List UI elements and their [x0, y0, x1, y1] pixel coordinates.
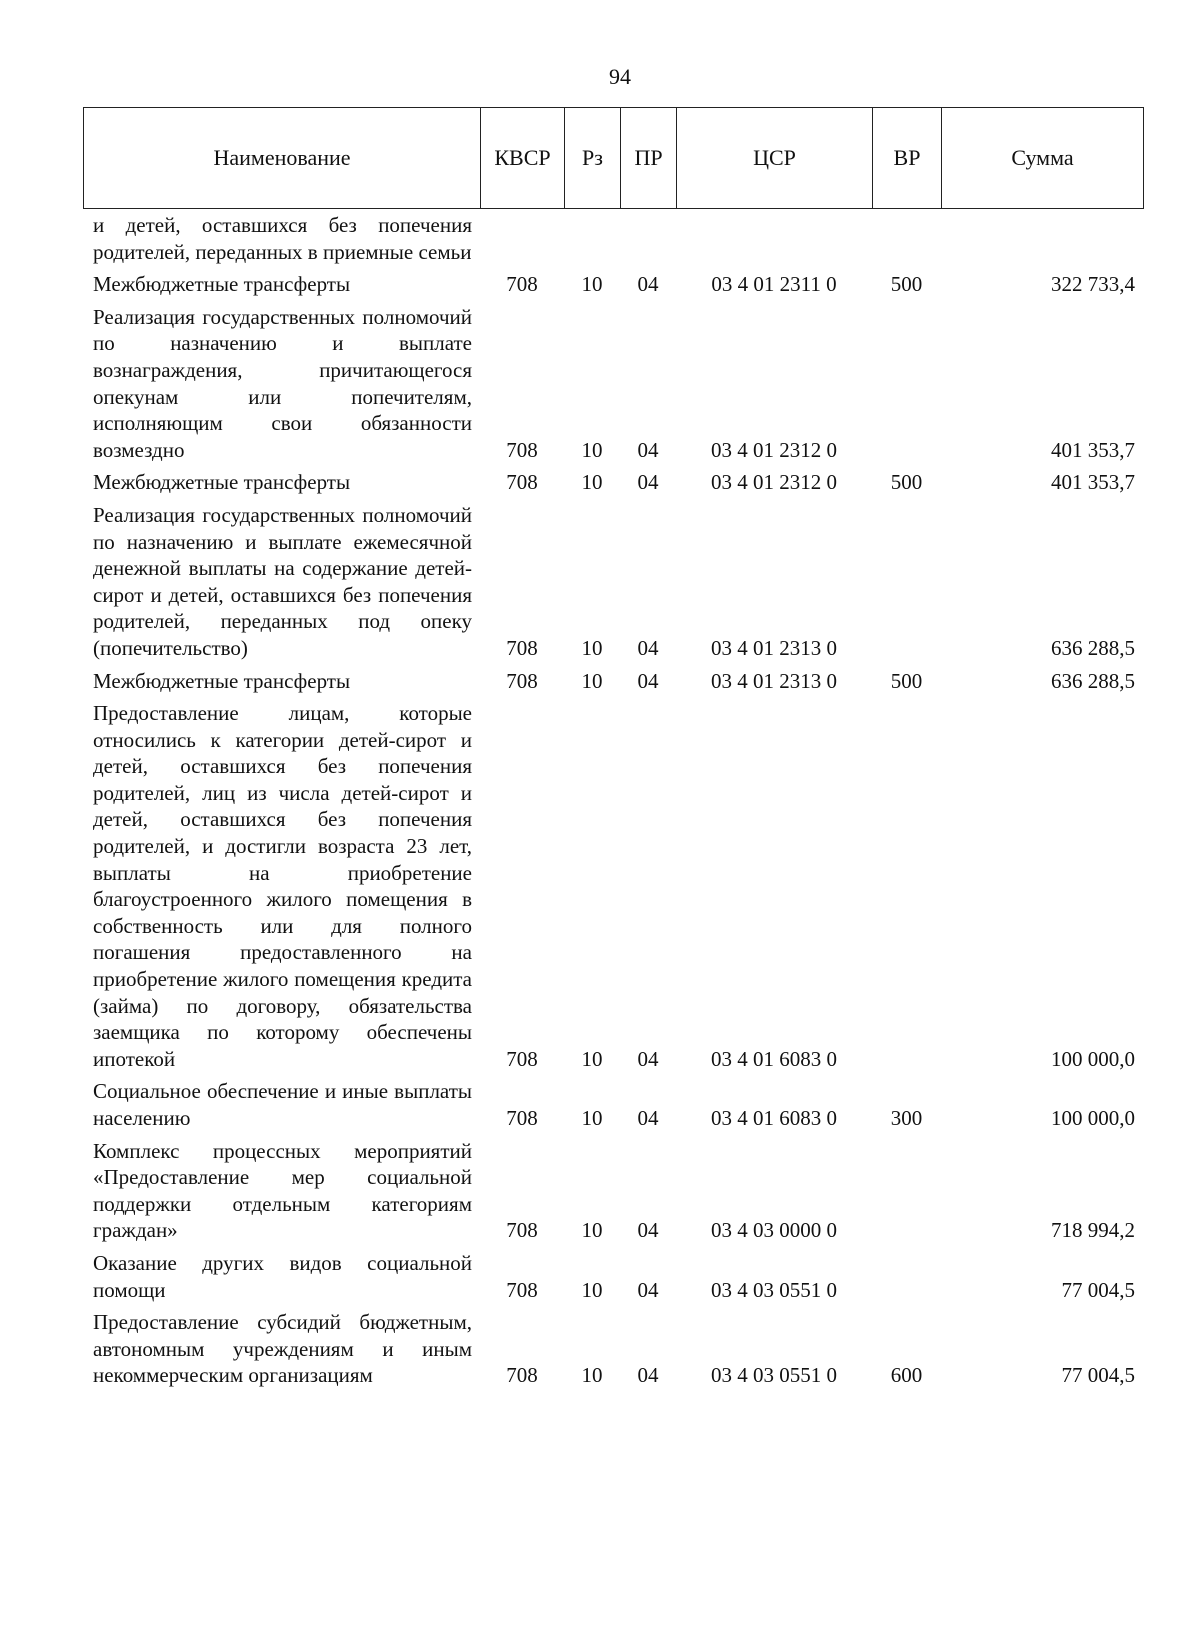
- cell-pr: 04: [637, 272, 659, 297]
- table-row: [83, 662, 1143, 695]
- cell-sum: 100 000,0: [1051, 1046, 1135, 1071]
- cell-name: Межбюджетные трансферты: [93, 470, 351, 495]
- cell-sum: 636 288,5: [1051, 635, 1135, 660]
- cell-sum: [941, 212, 1143, 265]
- cell-csr: 03 4 03 0551 0: [711, 1277, 837, 1302]
- cell-vr: 300: [890, 1106, 923, 1130]
- cell-csr: 03 4 03 0000 0: [711, 1218, 837, 1243]
- cell-rz: 10: [581, 1277, 603, 1302]
- cell-csr: 03 4 01 2313 0: [711, 635, 837, 660]
- cell-name: Социальное обеспечение и иные выплаты населению: [93, 1079, 472, 1130]
- cell-name: Предоставление субсидий бюджетным, автономным учреждениям и иным некоммерческим организациям: [93, 1310, 472, 1388]
- cell-rz: 10: [581, 635, 603, 660]
- cell-sum: 77 004,5: [1061, 1277, 1135, 1302]
- cell-pr: 04: [637, 470, 659, 495]
- cell-name: Комплекс процессных мероприятий «Предоставление мер социальной поддержки отдельным категориям граждан»: [93, 1138, 472, 1243]
- cell-pr: 04: [637, 635, 659, 660]
- cell-name: Реализация государственных полномочий по назначению и выплате вознаграждения, причитающегося опекунам или попечителям, исполняющим свои обязанности возмездно: [93, 304, 472, 462]
- cell-kvsr: 708: [506, 1277, 538, 1302]
- cell-pr: [620, 212, 676, 265]
- cell-kvsr: [480, 212, 564, 265]
- cell-csr: 03 4 01 2313 0: [711, 668, 837, 693]
- cell-pr: 04: [637, 1106, 659, 1130]
- cell-vr: 600: [890, 1363, 923, 1388]
- column-header-kvsr: КВСР: [481, 108, 565, 209]
- page-number: 94: [609, 64, 631, 89]
- cell-vr: 500: [890, 668, 923, 693]
- cell-rz: 10: [581, 272, 603, 297]
- column-header-pr: ПР: [621, 108, 677, 209]
- cell-csr: 03 4 01 6083 0: [711, 1046, 837, 1071]
- cell-pr: 04: [637, 437, 659, 462]
- cell-vr: 500: [890, 272, 923, 297]
- table-row: [83, 212, 1143, 265]
- cell-csr: [676, 212, 872, 265]
- cell-kvsr: 708: [506, 1106, 538, 1130]
- budget-table: [83, 212, 1143, 1389]
- cell-kvsr: 708: [506, 635, 538, 660]
- column-header-rz: Рз: [565, 108, 621, 209]
- table-row: [83, 1072, 1143, 1131]
- cell-rz: 10: [581, 470, 603, 495]
- column-header-vr: ВР: [873, 108, 942, 209]
- cell-sum: 100 000,0: [1051, 1106, 1135, 1130]
- cell-name: и детей, оставшихся без попечения родителей, переданных в приемные семьи: [93, 213, 472, 264]
- table-row: [83, 1303, 1143, 1389]
- cell-csr: 03 4 01 2312 0: [711, 470, 837, 495]
- cell-csr: 03 4 01 6083 0: [711, 1106, 837, 1130]
- cell-vr: [872, 212, 941, 265]
- cell-name: Межбюджетные трансферты: [93, 272, 351, 297]
- cell-rz: [564, 212, 620, 265]
- cell-kvsr: 708: [506, 437, 538, 462]
- cell-pr: 04: [637, 1277, 659, 1302]
- cell-rz: 10: [581, 1106, 603, 1130]
- cell-kvsr: 708: [506, 1218, 538, 1243]
- cell-sum: 636 288,5: [1051, 668, 1135, 693]
- table-body: [83, 212, 1143, 1389]
- cell-pr: 04: [637, 1046, 659, 1071]
- table-row: [83, 694, 1143, 1072]
- table-row: [83, 463, 1143, 496]
- cell-vr: [872, 694, 941, 1072]
- cell-sum: 401 353,7: [1051, 470, 1135, 495]
- cell-rz: 10: [581, 1218, 603, 1243]
- column-header-sum: Сумма: [942, 108, 1144, 209]
- cell-pr: 04: [637, 668, 659, 693]
- cell-sum: 322 733,4: [1051, 272, 1135, 297]
- table-row: [83, 1244, 1143, 1303]
- cell-csr: 03 4 01 2312 0: [711, 437, 837, 462]
- cell-kvsr: 708: [506, 470, 538, 495]
- cell-rz: 10: [581, 1363, 603, 1388]
- cell-rz: 10: [581, 668, 603, 693]
- cell-csr: 03 4 01 2311 0: [711, 272, 837, 297]
- cell-vr: [872, 496, 941, 662]
- cell-vr: [872, 1244, 941, 1303]
- table-row: [83, 265, 1143, 298]
- cell-csr: 03 4 03 0551 0: [711, 1363, 837, 1388]
- cell-rz: 10: [581, 1046, 603, 1071]
- cell-kvsr: 708: [506, 668, 538, 693]
- cell-name: Межбюджетные трансферты: [93, 668, 351, 693]
- cell-vr: [872, 1132, 941, 1244]
- table-row: [83, 496, 1143, 662]
- cell-sum: 718 994,2: [1051, 1218, 1135, 1243]
- cell-vr: [872, 298, 941, 464]
- cell-kvsr: 708: [506, 1046, 538, 1071]
- cell-kvsr: 708: [506, 1363, 538, 1388]
- table-row: [83, 1132, 1143, 1244]
- table-header: [83, 107, 1144, 209]
- cell-kvsr: 708: [506, 272, 538, 297]
- cell-name: Реализация государственных полномочий по назначению и выплате ежемесячной денежной выплаты на содержание детей-сирот и детей, оставшихся без попечения родителей, переданных под опеку (попечительство): [93, 502, 472, 660]
- column-header-csr: ЦСР: [677, 108, 873, 209]
- cell-rz: 10: [581, 437, 603, 462]
- cell-name: Предоставление лицам, которые относились к категории детей-сирот и детей, оставшихся без попечения родителей, лиц из числа детей-сирот и детей, оставшихся без попечения родителей, и достигли возраста 23 лет, выплаты на приобретение благоустроенного жилого помещения в собственность или для полного погашения предоставленного на приобретение жилого помещения кредита (займа) по договору, обязательства заемщика по которому обеспечены ипотекой: [93, 701, 472, 1071]
- cell-pr: 04: [637, 1218, 659, 1243]
- table-row: [83, 298, 1143, 464]
- column-header-name: Наименование: [84, 108, 481, 209]
- cell-name: Оказание других видов социальной помощи: [93, 1250, 472, 1302]
- cell-sum: 77 004,5: [1061, 1363, 1135, 1388]
- cell-vr: 500: [890, 470, 923, 495]
- cell-sum: 401 353,7: [1051, 437, 1135, 462]
- cell-pr: 04: [637, 1363, 659, 1388]
